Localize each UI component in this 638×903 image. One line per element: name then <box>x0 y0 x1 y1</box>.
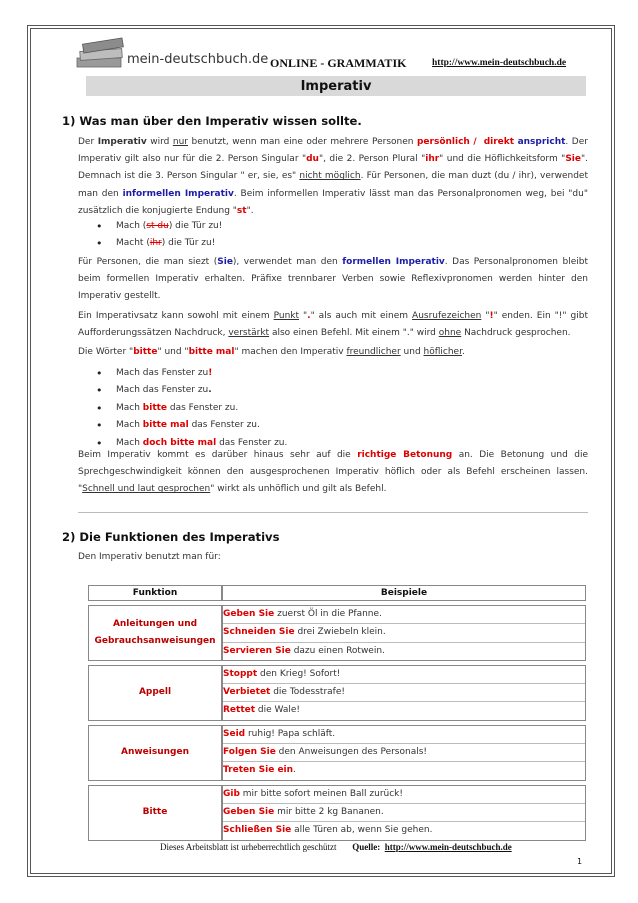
bullet-list-informal <box>78 218 578 253</box>
function-name: Appell <box>88 665 222 721</box>
functions-table <box>88 581 586 845</box>
header-url-link[interactable]: http://www.mein-deutschbuch.de <box>432 58 567 68</box>
section-1-paragraph-3: Ein Imperativsatz kann sowohl mit einem Punkt "." als auch mit einem Ausrufezeichen "!" enden. Ein "!" gibt Aufforderungssätzen Nachdruck, verstärkt also einen Befehl. Mit einem "." wird ohne Nachdruck gesprochen. <box>78 311 588 339</box>
section-1-paragraph-2: Für Personen, die man siezt (Sie), verwendet man den formellen Imperativ. Das Personalpronomen bleibt beim formellen Imperativ erhalten. Präfixe trennbarer Verben sowie Reflexivpronomen werden hinter den Imperativ gestellt. <box>78 257 589 302</box>
list-item: • Macht (ihr) die Tür zu! <box>78 235 578 252</box>
books-logo-icon <box>73 36 128 70</box>
section-2-intro: Den Imperativ benutzt man für: <box>78 552 221 562</box>
bullet-list-politeness <box>78 365 578 452</box>
footer-source-label: Quelle: <box>352 842 381 852</box>
divider <box>78 512 588 513</box>
section-1-paragraph-1: Der Imperativ wird nur benutzt, wenn man eine oder mehrere Personen persönlich / direkt anspricht. Der Imperativ gilt also nur für die 2. Person Singular "du", die 2. Person Plural "ihr" und die Höflichkeitsform "Sie". Demnach ist die 3. Person Singular " er, sie, es" nicht möglich. Für Personen, die man duzt (du / ihr), verwendet man den informellen Imperativ. Beim informellen Imperativ lässt man das Personalpronomen weg, bei "du" zusätzlich die konjugierte Endung "st". <box>78 137 588 216</box>
footer <box>160 842 512 852</box>
column-header-examples: Beispiele <box>222 585 586 601</box>
section-2-heading: 2) Die Funktionen des Imperativs <box>62 530 280 544</box>
list-item: • Mach doch bitte mal das Fenster zu. <box>78 435 578 452</box>
table-header-row <box>88 585 586 601</box>
function-name: Anweisungen <box>88 725 222 781</box>
table-row <box>88 665 586 721</box>
examples-cell: Stoppt den Krieg! Sofort! Verbietet die Todesstrafe! Rettet die Wale! <box>222 665 586 721</box>
list-item: • Mach das Fenster zu! <box>78 365 578 382</box>
logo-text: mein-deutschbuch.de <box>127 52 269 67</box>
list-item: • Mach bitte das Fenster zu. <box>78 400 578 417</box>
section-1-paragraph-5: Beim Imperativ kommt es darüber hinaus sehr auf die richtige Betonung an. Die Betonung und die Sprechgeschwindigkeit können den ausgesprochenen Imperativ höflich oder als Befehl erscheinen lassen. "Schnell und laut gesprochen" wirkt als unhöflich und gilt als Befehl. <box>78 450 589 495</box>
table-row <box>88 605 586 661</box>
header-title: ONLINE - GRAMMATIK <box>270 56 407 70</box>
footer-source-link[interactable]: http://www.mein-deutschbuch.de <box>384 842 512 852</box>
table-row <box>88 725 586 781</box>
list-item: • Mach bitte mal das Fenster zu. <box>78 417 578 434</box>
function-name: Bitte <box>88 785 222 841</box>
examples-cell: Seid ruhig! Papa schläft. Folgen Sie den Anweisungen des Personals! Treten Sie ein. <box>222 725 586 781</box>
title-bar <box>86 76 586 96</box>
examples-cell: Gib mir bitte sofort meinen Ball zurück! Geben Sie mir bitte 2 kg Bananen. Schließen Sie alle Türen ab, wenn Sie gehen. <box>222 785 586 841</box>
function-name: Anleitungen und Gebrauchsanweisungen <box>88 605 222 661</box>
section-1-heading: 1) Was man über den Imperativ wissen sollte. <box>62 114 362 128</box>
page-title: Imperativ <box>300 79 372 94</box>
table-row <box>88 785 586 841</box>
list-item: • Mach das Fenster zu. <box>78 382 578 399</box>
examples-cell: Geben Sie zuerst Öl in die Pfanne. Schneiden Sie drei Zwiebeln klein. Servieren Sie dazu einen Rotwein. <box>222 605 586 661</box>
column-header-function: Funktion <box>88 585 222 601</box>
section-1-paragraph-4: Die Wörter "bitte" und "bitte mal" machen den Imperativ freundlicher und höflicher. <box>78 347 465 357</box>
list-item: • Mach (st du) die Tür zu! <box>78 218 578 235</box>
page-number: 1 <box>577 857 583 866</box>
footer-notice: Dieses Arbeitsblatt ist urheberrechtlich geschützt <box>160 842 337 852</box>
